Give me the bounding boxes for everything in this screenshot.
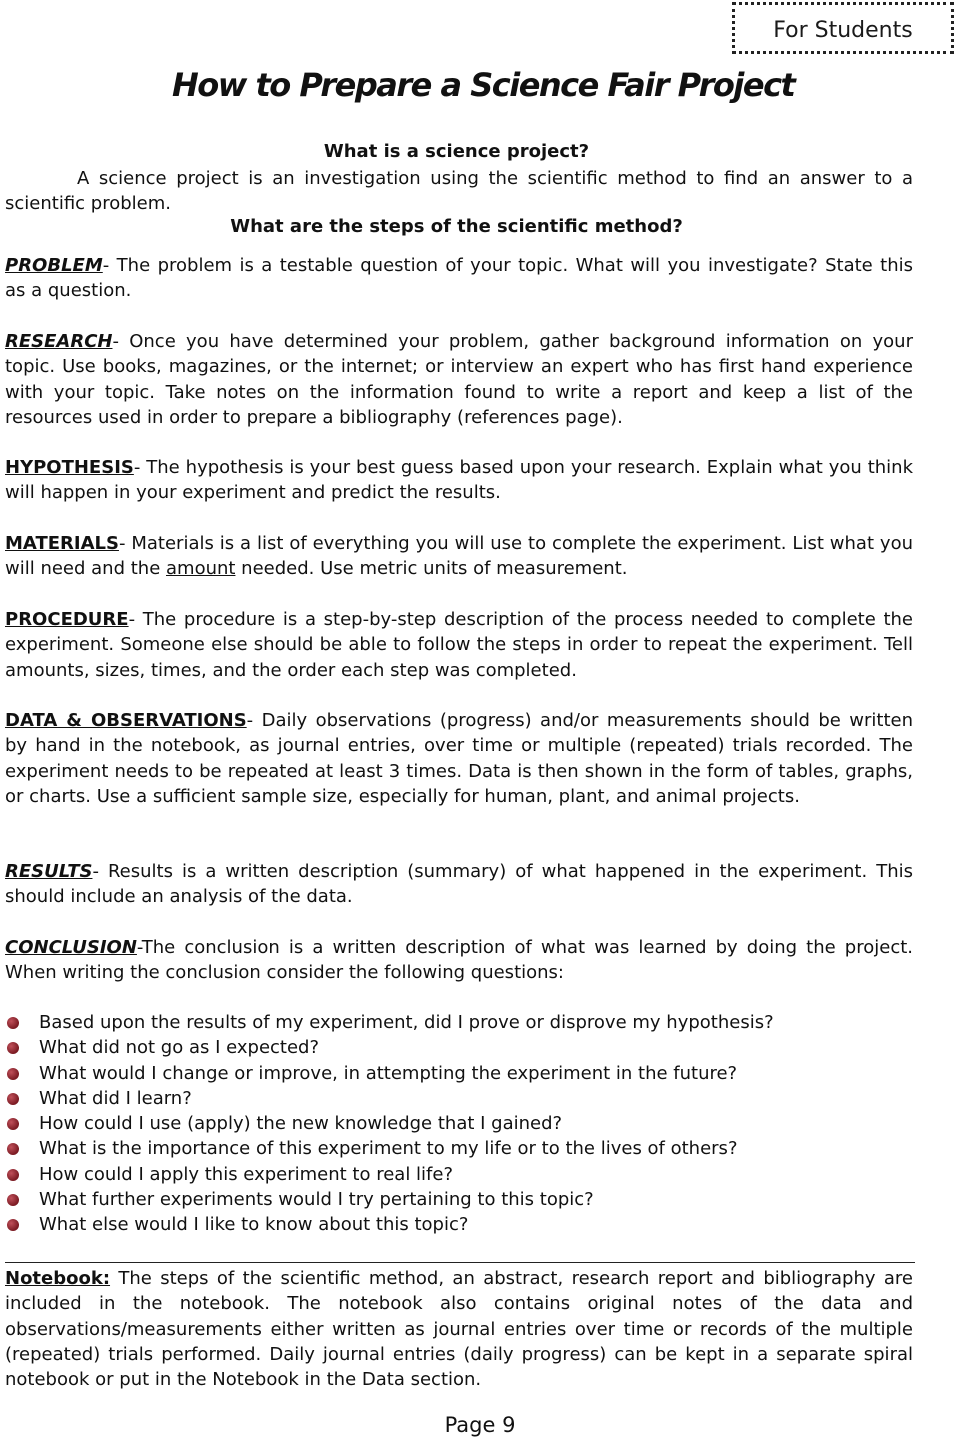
conclusion-questions-list xyxy=(5,1010,913,1238)
hypothesis-text: - The hypothesis is your best guess based upon your research. Explain what you think will happen in your experiment and predict the results. xyxy=(5,457,913,504)
materials-text-b: needed. Use metric units of measurement. xyxy=(235,558,628,580)
question-text: Based upon the results of my experiment, did I prove or disprove my hypothesis? xyxy=(39,1012,774,1033)
materials-section xyxy=(5,531,913,582)
question-text: What is the importance of this experiment to my life or to the lives of others? xyxy=(39,1138,738,1160)
problem-section xyxy=(5,253,913,304)
bullet-icon xyxy=(7,1042,19,1054)
data-observations-section xyxy=(5,708,913,809)
problem-label: PROBLEM xyxy=(5,255,103,276)
list-item xyxy=(5,1086,913,1111)
list-item xyxy=(5,1212,913,1237)
notebook-text: The steps of the scientific method, an abstract, research report and bibliography are included in the notebook. The notebook also contains original notes of the data and observations/measurements either written as journal entries over time or records of the multiple (repeated) trials performed. Daily journal entries (daily progress) can be kept in a separate spiral notebook or put in the Notebook in the Data section. xyxy=(5,1268,913,1391)
hypothesis-section xyxy=(5,455,913,506)
page-number: Page 9 xyxy=(444,1413,516,1437)
results-label: RESULTS xyxy=(5,861,93,882)
procedure-label: PROCEDURE xyxy=(5,609,129,630)
research-label: RESEARCH xyxy=(5,331,113,352)
for-students-badge: For Students xyxy=(732,2,954,54)
bullet-icon xyxy=(7,1194,19,1206)
bullet-icon xyxy=(7,1068,19,1080)
materials-label: MATERIALS xyxy=(5,533,119,554)
question-text: How could I apply this experiment to real life? xyxy=(39,1163,454,1185)
list-item xyxy=(5,1061,913,1086)
results-section xyxy=(5,859,913,910)
results-text: - Results is a written description (summary) of what happened in the experiment. This should include an analysis of the data. xyxy=(5,861,913,908)
list-item xyxy=(5,1010,913,1035)
conclusion-text: -The conclusion is a written description of what was learned by doing the project. When writing the conclusion consider the following questions: xyxy=(5,937,913,984)
notebook-section xyxy=(5,1266,913,1392)
question-text: What did not go as I expected? xyxy=(39,1037,320,1059)
bullet-icon xyxy=(7,1093,19,1105)
materials-amount: amount xyxy=(166,558,236,580)
conclusion-label: CONCLUSION xyxy=(5,937,137,958)
data-observations-label: DATA & OBSERVATIONS xyxy=(5,710,247,731)
list-item xyxy=(5,1187,913,1212)
list-item xyxy=(5,1136,913,1161)
question-text: How could I use (apply) the new knowledge that I gained? xyxy=(39,1113,563,1135)
notebook-label: Notebook: xyxy=(5,1268,111,1289)
materials-text-a: - Materials is a list of everything you will use to complete the experiment. List what you will need and the xyxy=(5,533,913,580)
list-item xyxy=(5,1111,913,1136)
research-text: - Once you have determined your problem, gather background information on your topic. Use books, magazines, or the internet; or interview an expert who has first hand experience with your topic. Take notes on the information found to write a report and keep a list of the resources used in order to prepare a bibliography (references page). xyxy=(5,331,913,428)
question-heading-2: What are the steps of the scientific method? xyxy=(230,216,683,237)
data-observations-text: - Daily observations (progress) and/or measurements should be written by hand in the notebook, as journal entries, over time or multiple (repeated) trials recorded. The experiment needs to be repeated at least 3 times. Data is then shown in the form of tables, graphs, or charts. Use a sufficient sample size, especially for human, plant, and animal projects. xyxy=(5,710,913,807)
question-text: What would I change or improve, in attempting the experiment in the future? xyxy=(39,1062,738,1084)
question-text: What else would I like to know about this topic? xyxy=(39,1214,469,1236)
research-section xyxy=(5,329,913,430)
question-heading-1: What is a science project? xyxy=(323,141,590,162)
bullet-icon xyxy=(7,1169,19,1181)
procedure-section xyxy=(5,607,913,683)
section-divider xyxy=(5,1262,915,1263)
procedure-text: - The procedure is a step-by-step description of the process needed to complete the experiment. Someone else should be able to follow the steps in order to repeat the experiment. Tell amounts, sizes, times, and the order each step was completed. xyxy=(5,609,913,681)
bullet-icon xyxy=(7,1118,19,1130)
question-text: What further experiments would I try pertaining to this topic? xyxy=(39,1189,594,1211)
bullet-icon xyxy=(7,1219,19,1231)
list-item xyxy=(5,1035,913,1060)
list-item xyxy=(5,1162,913,1187)
problem-text: - The problem is a testable question of your topic. What will you investigate? State this as a question. xyxy=(5,255,913,302)
page-title: How to Prepare a Science Fair Project xyxy=(172,66,795,104)
bullet-icon xyxy=(7,1017,19,1029)
bullet-icon xyxy=(7,1143,19,1155)
intro-paragraph: A science project is an investigation using the scientific method to find an answer to a scientific problem. xyxy=(5,168,913,215)
conclusion-section xyxy=(5,935,913,986)
question-text: What did I learn? xyxy=(39,1087,192,1109)
hypothesis-label: HYPOTHESIS xyxy=(5,457,134,478)
